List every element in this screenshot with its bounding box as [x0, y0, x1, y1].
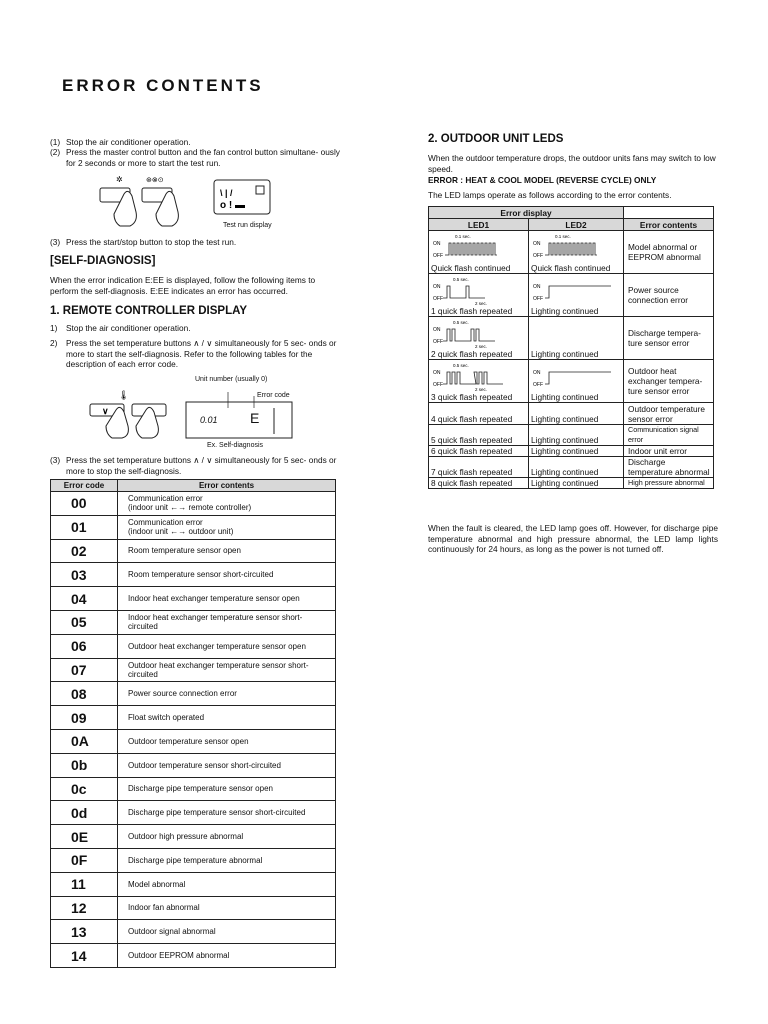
led2-cell — [529, 446, 624, 457]
led-row — [429, 360, 714, 403]
led2-cell — [529, 478, 624, 489]
error-code-row — [51, 896, 336, 920]
led1-cell — [429, 360, 529, 403]
error-desc-cell — [118, 492, 336, 516]
error-desc-cell — [118, 753, 336, 777]
display-error-code: E — [250, 410, 260, 426]
error-code-cell: 0E — [51, 825, 118, 849]
error-desc-line-2: (indoor unit ←→ outdoor unit) — [128, 527, 234, 537]
wave-time-label-2: 2 sec. — [475, 301, 488, 306]
error-desc-line: Outdoor temperature sensor open — [128, 736, 249, 746]
led-error-contents: Discharge tempera- ture sensor error — [624, 317, 714, 360]
wave-time-label: 0.1 sec. — [555, 234, 571, 239]
error-code-row — [51, 706, 336, 730]
led1-cell — [429, 425, 529, 446]
error-desc-cell — [118, 587, 336, 611]
wave-on-label: ON — [433, 241, 441, 247]
error-desc-line: Outdoor EEPROM abnormal — [128, 951, 230, 961]
error-desc-line: Room temperature sensor open — [128, 546, 241, 556]
error-desc-line: Outdoor heat exchanger temperature sensor open — [128, 641, 306, 651]
error-code-row — [51, 848, 336, 872]
error-code-row — [51, 920, 336, 944]
error-code-row — [51, 515, 336, 539]
led1-cell — [429, 274, 529, 317]
error-desc-cell — [118, 706, 336, 730]
led1-text: 3 quick flash repeated — [431, 392, 513, 402]
led1-text: 6 quick flash repeated — [431, 446, 513, 456]
led2-cell — [529, 425, 624, 446]
error-desc-line: Communication error — [128, 494, 203, 504]
wave-on-label: ON — [533, 241, 541, 247]
error-code-cell: 09 — [51, 706, 118, 730]
led2-text: Lighting continued — [531, 446, 599, 456]
led2-cell — [529, 457, 624, 478]
page-title: ERROR CONTENTS — [62, 76, 264, 95]
led1-cell — [429, 478, 529, 489]
error-desc-line: Outdoor high pressure abnormal — [128, 832, 244, 842]
error-desc-line: Discharge pipe temperature abnormal — [128, 855, 263, 865]
error-code-cell: 03 — [51, 563, 118, 587]
led1-cell — [429, 317, 529, 360]
wave-time-label: 0.5 sec. — [453, 363, 469, 368]
led-error-contents: Power source connection error — [624, 274, 714, 317]
error-desc-line: Indoor heat exchanger temperature sensor open — [128, 594, 300, 604]
led-row — [429, 231, 714, 274]
error-code-cell: 11 — [51, 872, 118, 896]
led2-cell — [529, 317, 624, 360]
wave-on-label: ON — [433, 370, 441, 376]
remote-controller-heading: 1. REMOTE CONTROLLER DISPLAY — [50, 305, 248, 317]
error-desc-line: Indoor heat exchanger temperature sensor short- — [128, 613, 303, 623]
figure1-caption: Test run display — [223, 222, 272, 229]
error-code-row — [51, 944, 336, 968]
led2-cell — [529, 231, 624, 274]
error-desc-cell — [118, 563, 336, 587]
wave-off-label: OFF — [433, 339, 443, 345]
error-code-cell: 06 — [51, 634, 118, 658]
self-diagnosis-caption: Ex. Self-diagnosis — [207, 442, 264, 449]
display-unit-number: 0.01 — [200, 415, 218, 425]
led-row — [429, 317, 714, 360]
error-code-row — [51, 610, 336, 634]
error-desc-line: Discharge pipe temperature sensor open — [128, 784, 273, 794]
wave-trace — [545, 243, 597, 255]
error-code-cell: 0d — [51, 801, 118, 825]
error-desc-cell — [118, 658, 336, 682]
led-waveform — [531, 231, 619, 263]
error-desc-cell — [118, 634, 336, 658]
led1-text: 2 quick flash repeated — [431, 349, 513, 359]
error-desc-cell — [118, 944, 336, 968]
col-error-contents-led: Error contents — [624, 219, 714, 231]
svg-text:∨: ∨ — [102, 406, 109, 416]
led-error-contents: Indoor unit error — [624, 446, 714, 457]
led1-text: 8 quick flash repeated — [431, 478, 513, 488]
led-error-contents: Model abnormal or EEPROM abnormal — [624, 231, 714, 274]
error-code-cell: 0A — [51, 729, 118, 753]
led2-cell — [529, 274, 624, 317]
led1-text: 1 quick flash repeated — [431, 306, 513, 316]
led-error-contents: Outdoor heat exchanger tempera- ture sensor error — [624, 360, 714, 403]
led1-cell — [429, 231, 529, 274]
test-run-figure — [96, 174, 306, 234]
error-code-cell: 12 — [51, 896, 118, 920]
wave-trace — [443, 329, 495, 341]
wave-time-label: 0.5 sec. — [453, 277, 469, 282]
wave-trace — [445, 243, 497, 255]
wave-time-label-2: 2 sec. — [475, 387, 488, 392]
led1-cell — [429, 446, 529, 457]
wave-off-label: OFF — [433, 253, 443, 259]
led-row — [429, 478, 714, 489]
error-code-row — [51, 682, 336, 706]
error-code-label: Error code — [257, 392, 290, 399]
error-desc-line: Communication error — [128, 518, 203, 528]
led-waveform — [431, 360, 519, 392]
error-code-row — [51, 492, 336, 516]
model-note: ERROR : HEAT & COOL MODEL (REVERSE CYCLE) ONLY — [428, 175, 657, 185]
svg-text:o ! ▬: o ! ▬ — [220, 200, 245, 211]
error-desc-cell — [118, 539, 336, 563]
error-code-row — [51, 634, 336, 658]
error-desc-line: Outdoor temperature sensor short-circuited — [128, 760, 281, 770]
self-diagnosis-text: When the error indication E:EE is displayed, follow the following items to perform the self-diagnosis. E:EE indicates an error has occurred. — [50, 275, 316, 296]
error-code-row — [51, 825, 336, 849]
error-desc-cell — [118, 801, 336, 825]
led1-text: Quick flash continued — [431, 263, 511, 273]
led2-text: Lighting continued — [531, 392, 599, 402]
wave-trace — [545, 286, 611, 298]
error-desc-line-2: circuited — [128, 669, 158, 679]
error-code-row — [51, 872, 336, 896]
led-error-contents: High pressure abnormal — [624, 478, 714, 489]
error-code-cell: 14 — [51, 944, 118, 968]
wave-on-label: ON — [533, 370, 541, 376]
wave-off-label: OFF — [433, 296, 443, 302]
error-desc-cell — [118, 872, 336, 896]
wave-time-label: 0.5 sec. — [453, 320, 469, 325]
led2-cell — [529, 360, 624, 403]
wave-off-label: OFF — [533, 253, 543, 259]
error-desc-cell — [118, 848, 336, 872]
error-code-row — [51, 753, 336, 777]
led2-text: Lighting continued — [531, 435, 599, 445]
error-desc-line: Model abnormal — [128, 879, 186, 889]
error-code-cell: 0b — [51, 753, 118, 777]
error-code-cell: 0F — [51, 848, 118, 872]
led-error-contents: Outdoor temperature sensor error — [624, 403, 714, 425]
led2-text: Lighting continued — [531, 306, 599, 316]
led2-text: Quick flash continued — [531, 263, 611, 273]
self-diagnosis-heading: [SELF-DIAGNOSIS] — [50, 255, 156, 267]
error-code-cell: 04 — [51, 587, 118, 611]
wave-trace — [443, 372, 503, 384]
error-code-cell: 00 — [51, 492, 118, 516]
svg-text:⊛⊗⊙: ⊛⊗⊙ — [146, 177, 164, 184]
led-row — [429, 425, 714, 446]
led-error-contents: Communication signal error — [624, 425, 714, 446]
led1-cell — [429, 457, 529, 478]
error-desc-line: Power source connection error — [128, 689, 237, 699]
wave-off-label: OFF — [533, 296, 543, 302]
led-waveform — [431, 317, 519, 349]
error-desc-cell — [118, 682, 336, 706]
remote-step-3: (3) Press the set temperature buttons ∧ / ∨ simultaneously for 5 sec- onds or more to stop the self-diagnosis. — [50, 455, 337, 476]
unit-number-label: Unit number (usually 0) — [195, 376, 268, 383]
error-desc-line: Outdoor heat exchanger temperature sensor short- — [128, 660, 309, 670]
self-diagnosis-figure — [84, 388, 299, 440]
error-code-cell: 02 — [51, 539, 118, 563]
error-code-cell: 0c — [51, 777, 118, 801]
led2-text: Lighting continued — [531, 349, 599, 359]
wave-time-label-2: 2 sec. — [475, 344, 488, 349]
led-row — [429, 274, 714, 317]
led2-text: Lighting continued — [531, 467, 599, 477]
led2-text: Lighting continued — [531, 414, 599, 424]
col-led1: LED1 — [429, 219, 529, 231]
led2-text: Lighting continued — [531, 478, 599, 488]
error-code-row — [51, 777, 336, 801]
svg-text:\ | /: \ | / — [220, 188, 233, 198]
error-code-row — [51, 658, 336, 682]
remote-step-2: 2) Press the set temperature buttons ∧ / ∨ simultaneously for 5 sec- onds or more to start the self-diagnosis. Refer to the following tables for the description of each error code. — [50, 338, 337, 369]
error-code-cell: 01 — [51, 515, 118, 539]
error-desc-cell — [118, 729, 336, 753]
error-display-header: Error display — [429, 207, 624, 219]
wave-on-label: ON — [433, 284, 441, 290]
error-desc-line: Indoor fan abnormal — [128, 903, 200, 913]
error-desc-cell — [118, 920, 336, 944]
error-desc-line: Discharge pipe temperature sensor short-circuited — [128, 808, 306, 818]
led1-text: 5 quick flash repeated — [431, 435, 513, 445]
wave-off-label: OFF — [433, 382, 443, 388]
step-1: (1) Stop the air conditioner operation. — [50, 137, 191, 147]
led1-text: 4 quick flash repeated — [431, 414, 513, 424]
error-desc-line-2: circuited — [128, 622, 158, 632]
step-2: (2) Press the master control button and the fan control button simultane- ously for 2 seconds or more to start the test run. — [50, 147, 340, 168]
led-table — [428, 206, 714, 489]
led-waveform — [531, 274, 619, 306]
error-desc-line: Room temperature sensor short-circuited — [128, 570, 274, 580]
error-desc-cell — [118, 825, 336, 849]
error-code-cell: 13 — [51, 920, 118, 944]
wave-off-label: OFF — [533, 382, 543, 388]
led-footer: When the fault is cleared, the LED lamp goes off. However, for discharge pipe temperature abnormal and high pressure abnormal, the LED lamp lights continuously for 24 hours, as long as the power is not turned off. — [428, 523, 718, 554]
error-code-table — [50, 479, 336, 968]
led2-cell — [529, 403, 624, 425]
error-desc-line: Float switch operated — [128, 713, 205, 723]
error-desc-cell — [118, 515, 336, 539]
error-desc-cell — [118, 610, 336, 634]
wave-trace — [443, 286, 485, 298]
error-desc-cell — [118, 777, 336, 801]
led1-text: 7 quick flash repeated — [431, 467, 513, 477]
outdoor-leds-heading: 2. OUTDOOR UNIT LEDS — [428, 133, 564, 145]
led-waveform — [531, 360, 619, 392]
wave-on-label: ON — [533, 284, 541, 290]
error-code-row — [51, 563, 336, 587]
col-error-contents: Error contents — [118, 480, 336, 492]
error-code-cell: 08 — [51, 682, 118, 706]
wave-time-label: 0.1 sec. — [455, 234, 471, 239]
led-waveform — [431, 274, 519, 306]
error-desc-line-2: (indoor unit ←→ remote controller) — [128, 503, 252, 513]
col-led2: LED2 — [529, 219, 624, 231]
error-desc-cell — [118, 896, 336, 920]
error-desc-line: Outdoor signal abnormal — [128, 927, 216, 937]
wave-trace — [545, 372, 611, 384]
error-code-cell: 07 — [51, 658, 118, 682]
error-code-cell: 05 — [51, 610, 118, 634]
svg-text:✲: ✲ — [116, 175, 123, 184]
remote-step-1: 1) Stop the air conditioner operation. — [50, 323, 191, 333]
svg-text:🌡: 🌡 — [118, 390, 130, 400]
led-row — [429, 446, 714, 457]
error-code-row — [51, 539, 336, 563]
led-row — [429, 457, 714, 478]
led-row — [429, 403, 714, 425]
led-intro: The LED lamps operate as follows according to the error contents. — [428, 190, 672, 200]
wave-on-label: ON — [433, 327, 441, 333]
outdoor-intro: When the outdoor temperature drops, the outdoor units fans may switch to low speed. — [428, 153, 716, 174]
led1-cell — [429, 403, 529, 425]
error-code-row — [51, 801, 336, 825]
led-waveform — [431, 231, 519, 263]
error-code-row — [51, 729, 336, 753]
led-error-contents: Discharge temperature abnormal — [624, 457, 714, 478]
col-error-code: Error code — [51, 480, 118, 492]
step-3: (3) Press the start/stop button to stop the test run. — [50, 237, 237, 247]
error-code-row — [51, 587, 336, 611]
